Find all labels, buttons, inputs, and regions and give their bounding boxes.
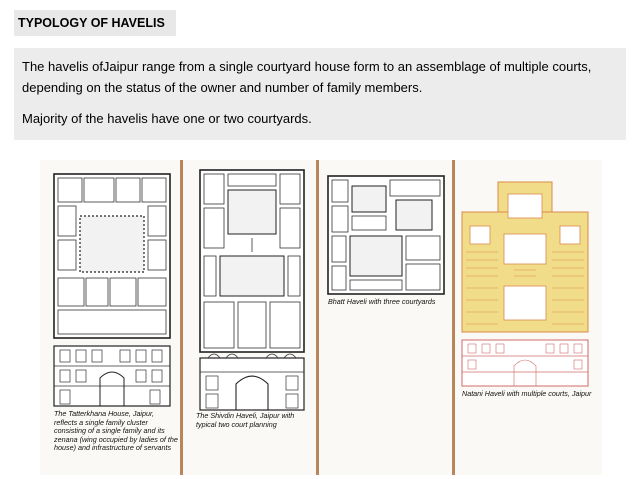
caption-shivdin: The Shivdin Haveli, Jaipur with typical two court planning bbox=[196, 411, 295, 429]
paragraph-majority: Majority of the havelis have one or two courtyards. bbox=[22, 111, 312, 126]
bhatt-drawing bbox=[322, 160, 452, 475]
tatterkhana-panel bbox=[40, 160, 180, 475]
panel-divider bbox=[180, 160, 183, 475]
caption-tatterkhana: The Tatterkhana House, Jaipur, reflects a single family cluster consisting of a single family and its zenana (wing occupied by ladies of the house) and infrastructure of servants bbox=[54, 409, 178, 453]
panel-divider bbox=[316, 160, 319, 475]
natani-drawing bbox=[458, 160, 602, 475]
caption-bhatt: Bhatt Haveli with three courtyards bbox=[328, 297, 436, 306]
natani-panel bbox=[458, 160, 602, 475]
shivdin-panel bbox=[186, 160, 316, 475]
caption-natani: Natani Haveli with multiple courts, Jaipur bbox=[462, 389, 592, 398]
slide-title: TYPOLOGY OF HAVELIS bbox=[14, 10, 176, 36]
description-box bbox=[14, 48, 626, 140]
bhatt-panel bbox=[322, 160, 452, 475]
havelis-figure bbox=[40, 160, 602, 475]
panel-divider bbox=[452, 160, 455, 475]
paragraph-range: The havelis ofJaipur range from a single courtyard house form to an assemblage of multiple courts, depending on the status of the owner and number of family members. bbox=[22, 59, 592, 95]
